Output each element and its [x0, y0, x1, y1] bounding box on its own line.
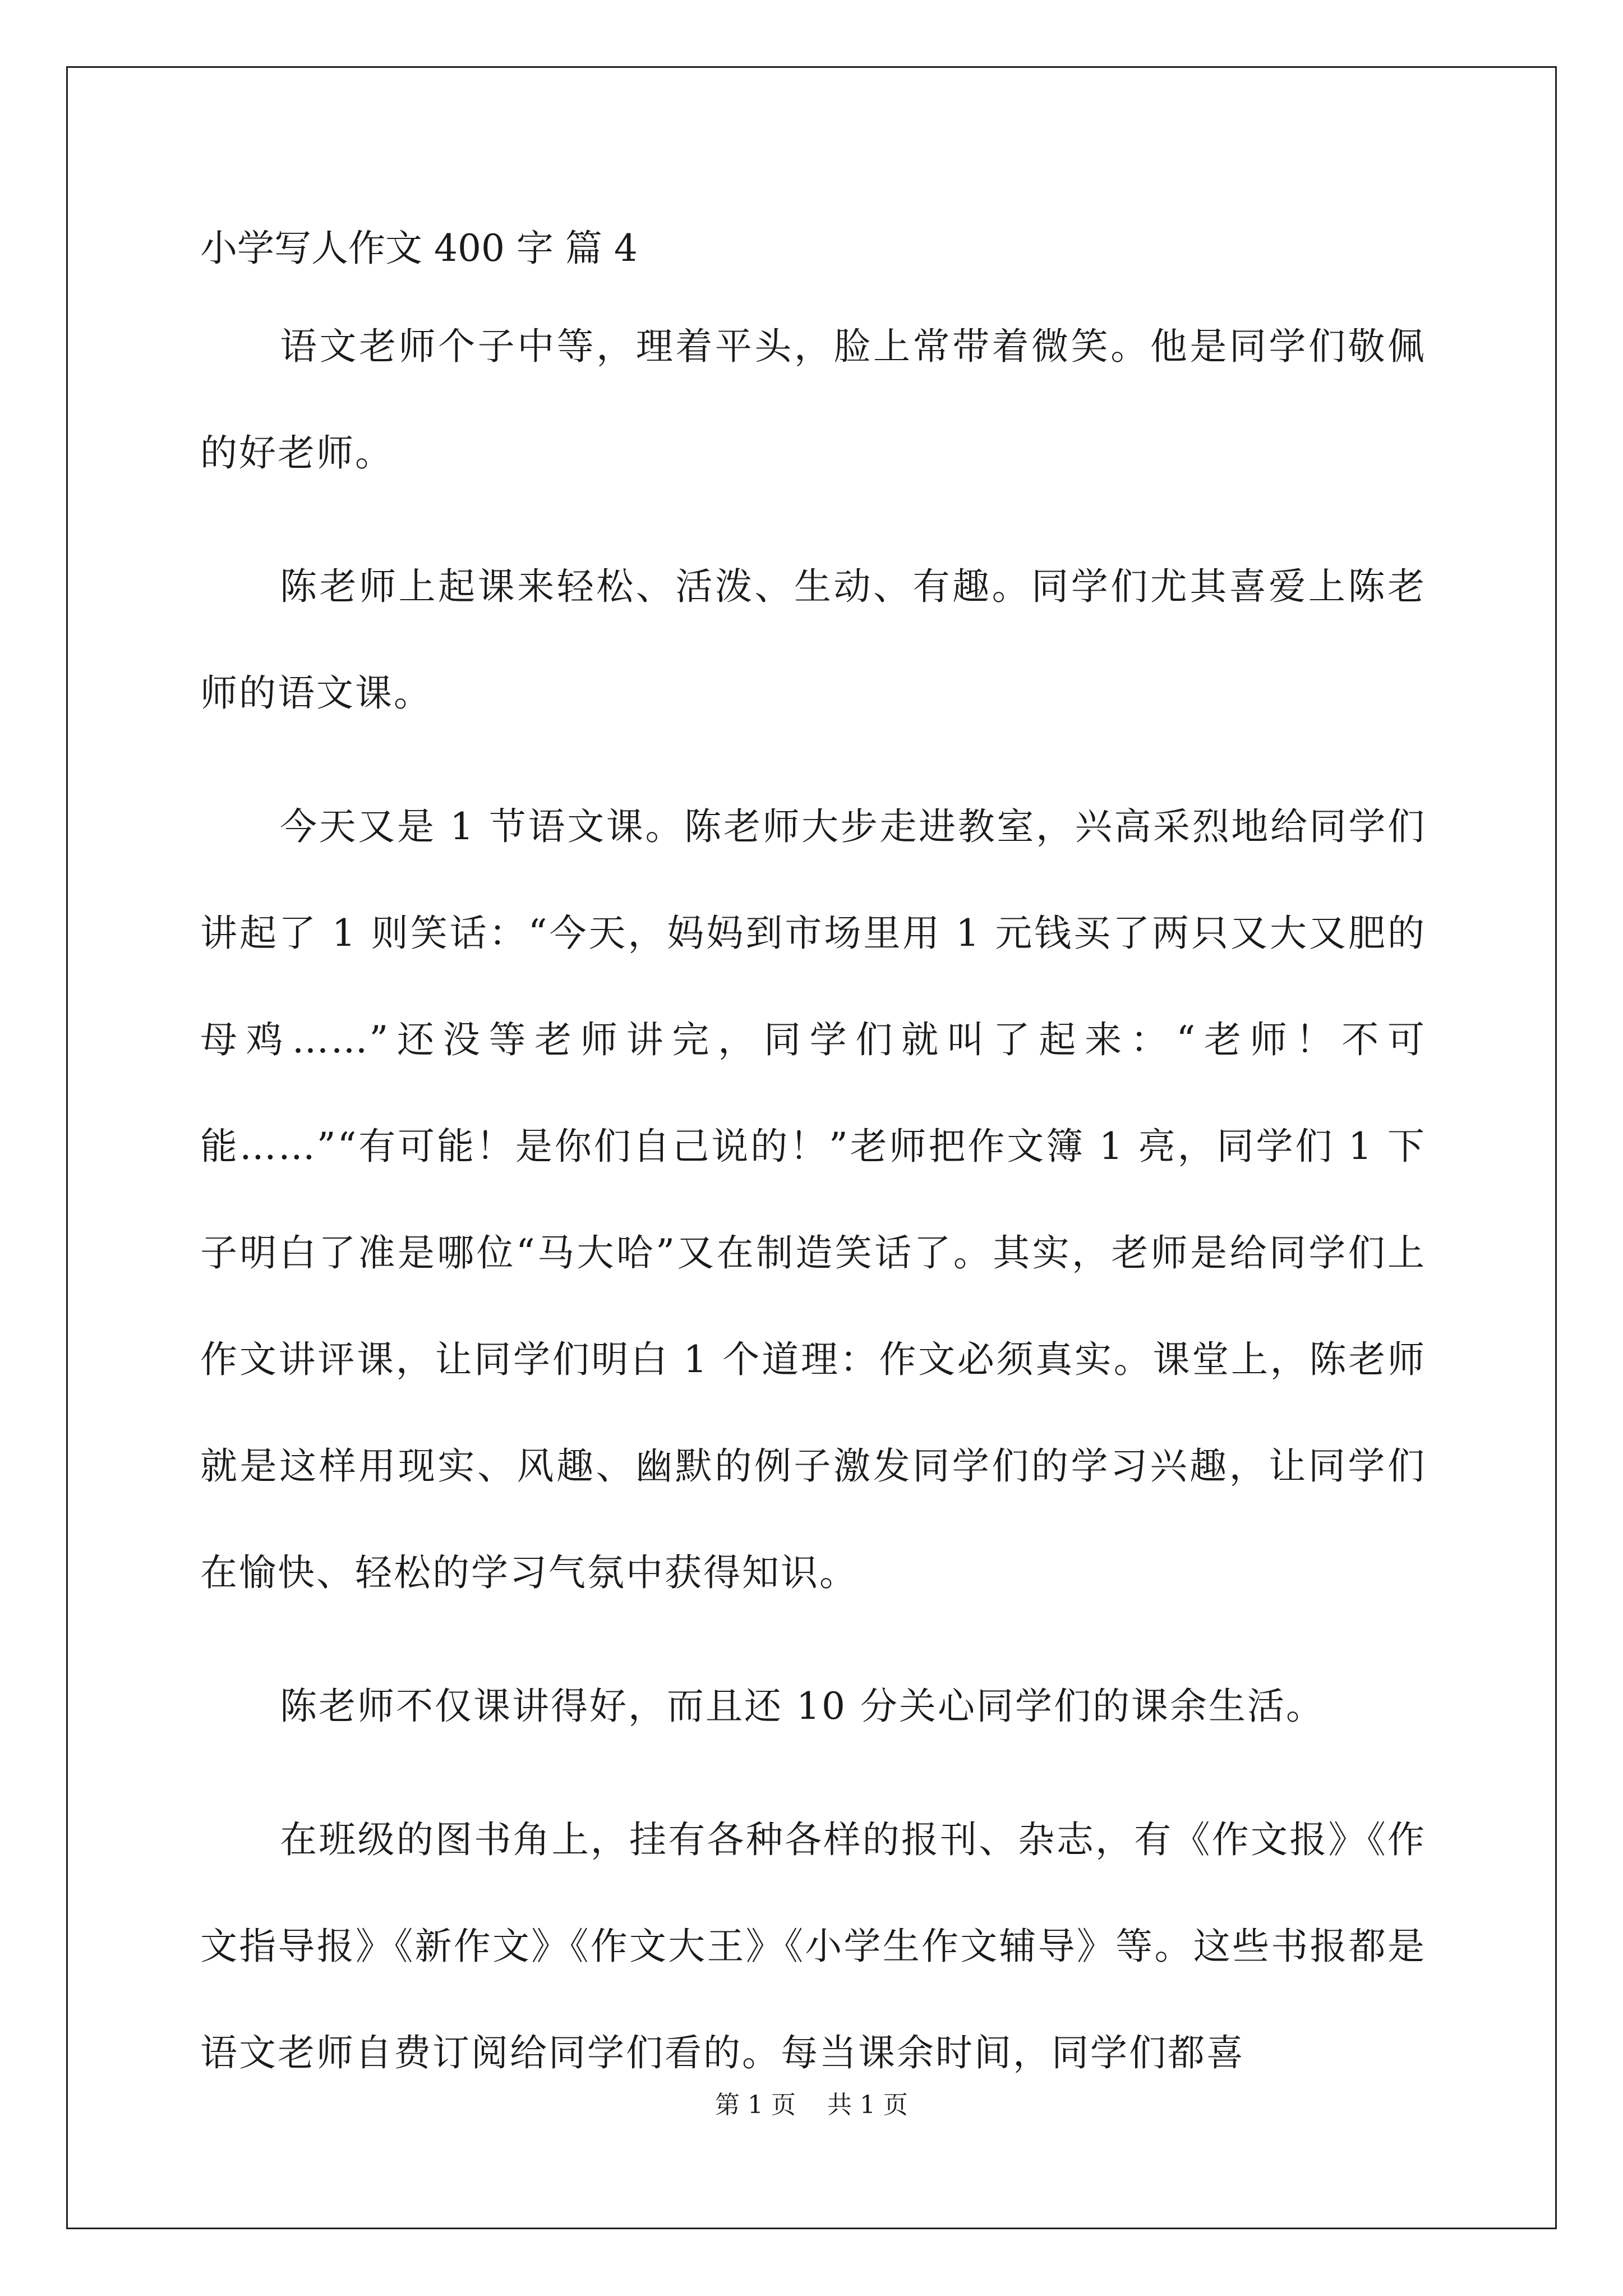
paragraph-1: 语文老师个子中等，理着平头，脸上常带着微笑。他是同学们敬佩的好老师。 — [200, 325, 1426, 475]
paragraph-2: 陈老师上起课来轻松、活泼、生动、有趣。同学们尤其喜爱上陈老师的语文课。 — [200, 565, 1426, 715]
paragraph-3: 今天又是 1 节语文课。陈老师大步走进教室，兴高采烈地给同学们讲起了 1 则笑话：“今天，妈妈到市场里用 1 元钱买了两只又大又肥的母鸡……”还没等老师讲完，同学们就叫了起来：“老师！不可能……”“有可能！是你们自己说的！”老师把作文簿 1 亮，同学们 1 下子明白了准是哪位“马大哈”又在制造笑话了。其实，老师是给同学们上作文讲评课，让同学们明白 1 个道理：作文必须真实。课堂上，陈老师就是这样用现实、风趣、幽默的例子激发同学们的学习兴趣，让同学们在愉快、轻松的学习气氛中获得知识。 — [200, 805, 1426, 1594]
document-body — [200, 293, 1426, 2133]
document-title: 小学写人作文 400 字 篇 4 — [200, 227, 638, 270]
paragraph-4: 陈老师不仅课讲得好，而且还 10 分关心同学们的课余生活。 — [280, 1685, 1325, 1728]
page-footer: 第 1 页 共 1 页 — [715, 2091, 908, 2119]
paragraph-5: 在班级的图书角上，挂有各种各样的报刊、杂志，有《作文报》《作文指导报》《新作文》《作文大王》《小学生作文辅导》等。这些书报都是语文老师自费订阅给同学们看的。每当课余时间，同学们都喜 — [200, 1818, 1426, 2074]
